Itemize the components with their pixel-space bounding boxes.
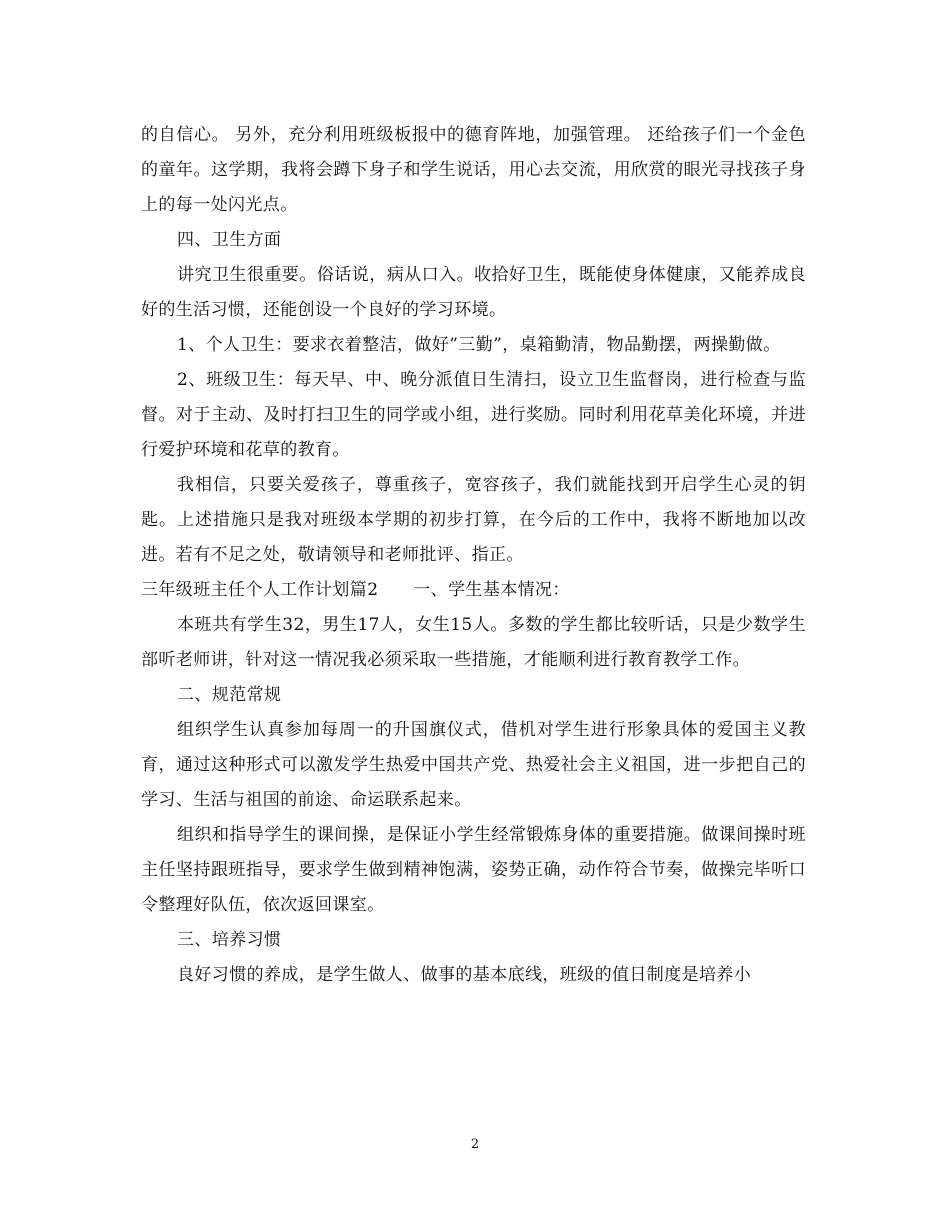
section-heading-norms: 二、规范常规 bbox=[177, 685, 282, 705]
paragraph-10: 组织学生认真参加每周一的升国旗仪式，借机对学生进行形象具体的爱国主义教育，通过这种形式可以激发学生热爱中国共产党、热爱社会主义祖国，进一步把自己的学习、生活与祖国的前途、命运联系起来。 bbox=[141, 720, 806, 810]
document-body bbox=[141, 118, 806, 993]
paragraph-3: 讲究卫生很重要。俗话说，病从口入。收拾好卫生，既能使身体健康，又能养成良好的生活习惯，还能创设一个良好的学习环境。 bbox=[141, 265, 806, 320]
section-heading-habits: 三、培养习惯 bbox=[177, 930, 282, 950]
paragraph-5: 2、班级卫生：每天早、中、晚分派值日生清扫，设立卫生监督岗，进行检查与监督。对于主动、及时打扫卫生的同学或小组，进行奖励。同时利用花草美化环境，并进行爱护环境和花草的教育。 bbox=[141, 370, 806, 460]
page-number: 2 bbox=[470, 1137, 480, 1152]
paragraph-4: 1、个人卫生：要求衣着整洁，做好”三勤”，桌箱勤清，物品勤摆，两操勤做。 bbox=[177, 335, 781, 355]
paragraph-11: 组织和指导学生的课间操，是保证小学生经常锻炼身体的重要措施。做课间操时班主任坚持跟班指导，要求学生做到精神饱满，姿势正确，动作符合节奏，做操完毕听口令整理好队伍，依次返回课室。 bbox=[141, 825, 806, 915]
paragraph-13: 良好习惯的养成，是学生做人、做事的基本底线，班级的值日制度是培养小 bbox=[177, 965, 752, 985]
paragraph-6: 我相信，只要关爱孩子，尊重孩子，宽容孩子，我们就能找到开启学生心灵的钥匙。上述措施只是我对班级本学期的初步打算，在今后的工作中，我将不断地加以改进。若有不足之处，敬请领导和老师批评、指正。 bbox=[141, 475, 806, 565]
section-heading-hygiene: 四、卫生方面 bbox=[177, 230, 282, 250]
article-title-line: 三年级班主任个人工作计划篇2 一、学生基本情况： bbox=[141, 580, 570, 600]
paragraph-1: 的自信心。 另外，充分利用班级板报中的德育阵地，加强管理。 还给孩子们一个金色的童年。这学期，我将会蹲下身子和学生说话，用心去交流，用欣赏的眼光寻找孩子身上的每一处闪光点。 bbox=[141, 125, 806, 215]
paragraph-8: 本班共有学生32，男生17人，女生15人。多数的学生都比较听话，只是少数学生部听老师讲，针对这一情况我必须采取一些措施，才能顺利进行教育教学工作。 bbox=[141, 615, 806, 670]
